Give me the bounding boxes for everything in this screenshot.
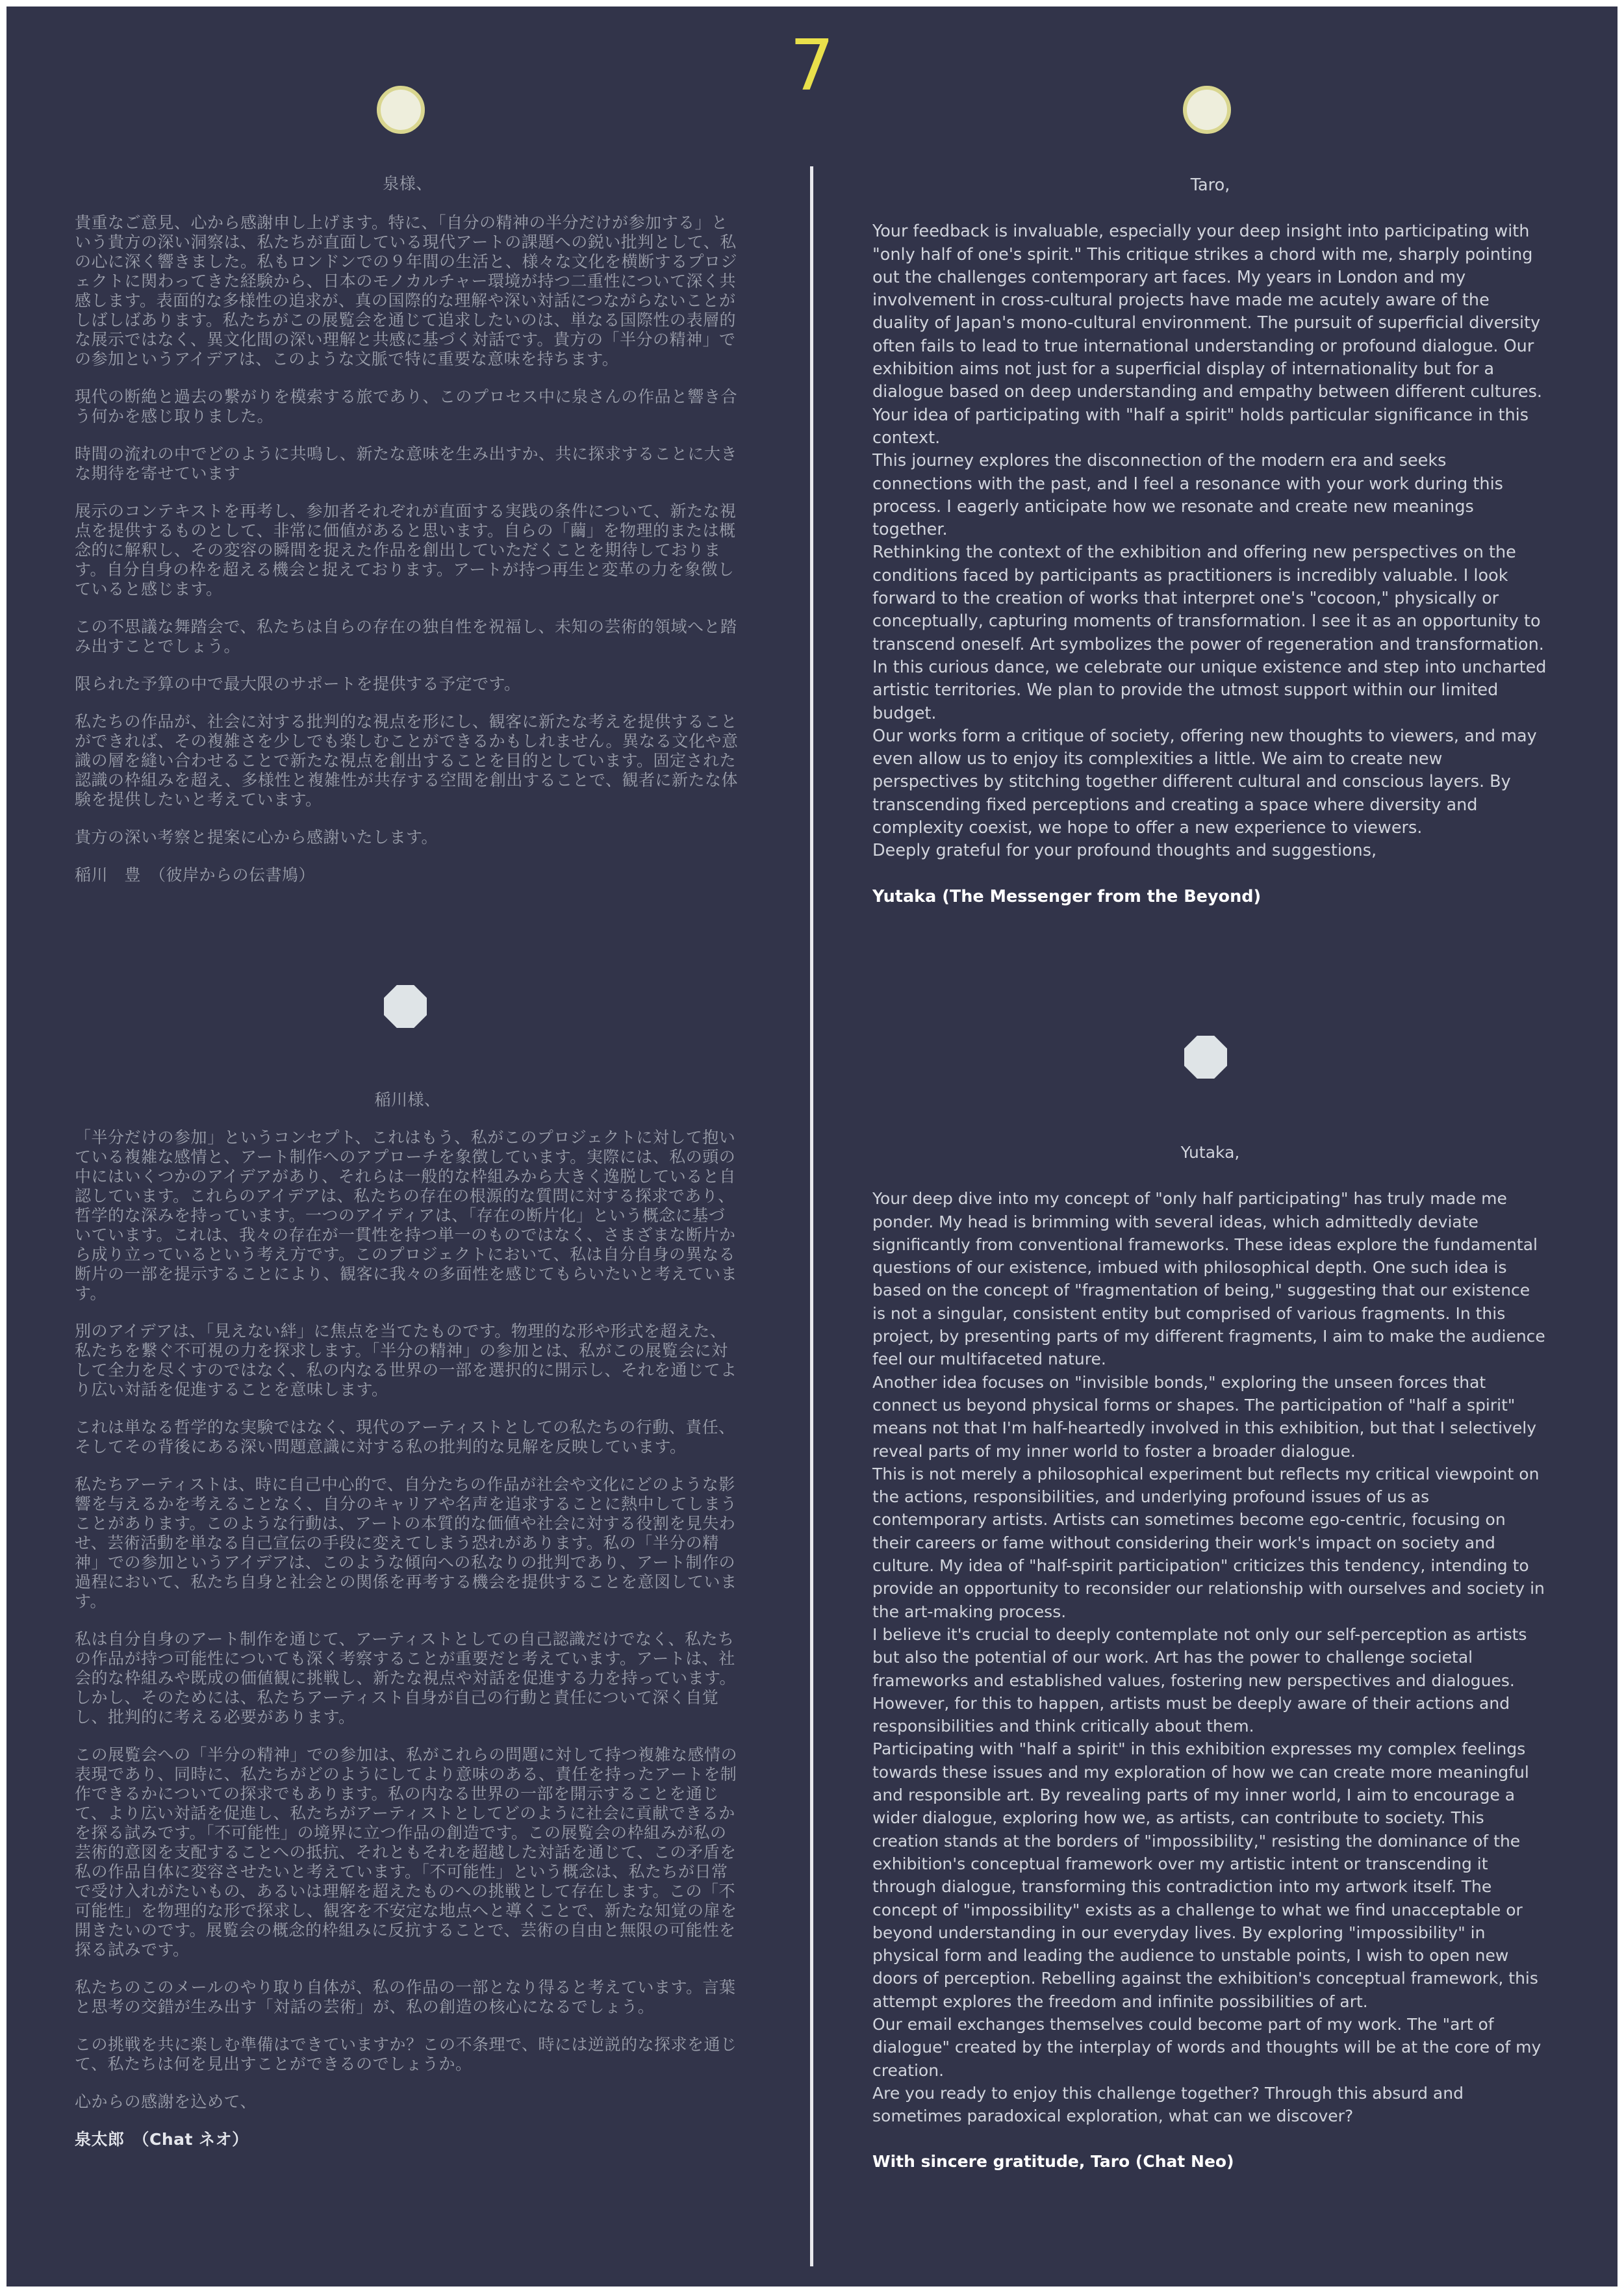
letter2-jp-paragraph: 心からの感謝を込めて、 xyxy=(75,2092,257,2111)
letter2-en-signature: With sincere gratitude, Taro (Chat Neo) xyxy=(872,2152,1234,2171)
letter2-jp-paragraph: この挑戦を共に楽しむ準備はできていますか？この不条理で、時には逆説的な探求を通じて、私たちは何を見出すことができるのでしょうか。 xyxy=(75,2035,737,2073)
letter1-jp-paragraph: 貴重なご意見、心から感謝申し上げます。特に、「自分の精神の半分だけが参加する」という貴方の深い洞察は、私たちが直面している現代アートの課題への鋭い批判として、私の心に深く響きました。私もロンドンでの９年間の生活と、様々な文化を横断するプロジェクトに関わってきた経験から、日本のモノカルチャー環境が持つ二重性について深く共感します。表面的な多様性の追求が、真の国際的な理解や深い対話につながらないことがしばしばあります。私たちがこの展覧会を通じて追求したいのは、単なる国際性の表層的な展示ではなく、異文化間の深い理解と共感に基づく対話です。貴方の「半分の精神」での参加というアイデアは、このような文脈で特に重要な意味を持ちます。 xyxy=(75,213,738,368)
letter2-en-greeting: Yutaka, xyxy=(1180,1143,1240,1162)
letter1-jp-signature: 稲川 豊 （彼岸からの伝書鳩） xyxy=(75,865,316,884)
letter1-en-paragraph: Deeply grateful for your profound thoughts and suggestions, xyxy=(872,841,1377,861)
letter1-en-signature: Yutaka (The Messenger from the Beyond) xyxy=(872,886,1262,906)
letter2-en-paragraph: Participating with "half a spirit" in this exhibition expresses my complex feelings towards these issues and my exploration of how we can create more meaningful and responsible art. By revealing parts of my inner world, I aim to encourage a wider dialogue, exploring how we, as artists, can contribute to society. This creation stands at the borders of "impossibility," resisting the dominance of the exhibition's conceptual framework over my artistic intent or transcending it through dialogue, transforming this contradiction into my artwork itself. The concept of "impossibility" exists as a challenge to what we find unacceptable or beyond understanding in our everyday lives. By exploring "impossibility" in physical form and leading the audience to unstable points, I wish to open new doors of perception. Rebelling against the exhibition's conceptual framework, this attempt explores the freedom and infinite possibilities of art. xyxy=(872,1739,1538,2011)
letter1-jp-paragraph: この不思議な舞踏会で、私たちは自らの存在の独自性を祝福し、未知の芸術的領域へと踏み出すことでしょう。 xyxy=(75,617,737,656)
letter2-en-paragraph: Another idea focuses on "invisible bonds," exploring the unseen forces that connect us beyond physical forms or shapes. The participation of "half a spirit" means not that I'm half-heartedly involved in this exhibition, but that I selectively reveal parts of my inner world to foster a broader dialogue. xyxy=(872,1372,1537,1461)
letter2-en-paragraph: This is not merely a philosophical experiment but reflects my critical viewpoint on the actions, responsibilities, and underlying profound issues of us as contemporary artists. Artists can sometimes become ego-centric, focusing on their careers or fame without considering their work's impact on society and culture. My idea of "half-spirit participation" criticizes this tendency, intending to provide an opportunity to reconsider our relationship with ourselves and society in the art-making process. xyxy=(872,1464,1545,1621)
letter2-jp-paragraph: この展覧会への「半分の精神」での参加は、私がこれらの問題に対して持つ複雑な感情の表現であり、同時に、私たちがどのようにしてより意味のある、責任を持ったアートを制作できるかについての探求でもあります。私の内なる世界の一部を開示することを通じて、より広い対話を促進し、私たちがアーティストとしてどのように社会に貢献できるかを探る試みです。「不可能性」の境界に立つ作品の創造です。この展覧会の枠組みが私の芸術的意図を支配することへの抵抗、それともそれを超越した対話を通じて、この矛盾を私の作品自体に変容させたいと考えています。「不可能性」という概念は、私たちが日常で受け入れがたいもの、あるいは理解を超えたものへの挑戦として存在します。この「不可能性」を物理的な形で探求し、観客を不安定な地点へと導くことで、新たな知覚の扉を開きたいのです。展覧会の概念的枠組みに反抗することで、芸術の自由と無限の可能性を探る試みです。 xyxy=(75,1745,738,1959)
letter2-en-paragraph: Are you ready to enjoy this challenge together? Through this absurd and sometimes paradoxical exploration, what can we discover? xyxy=(872,2083,1464,2126)
letter1-en-paragraph: In this curious dance, we celebrate our unique existence and step into uncharted artistic territories. We plan to provide the utmost support within our limited budget. xyxy=(872,657,1547,723)
letter1-en xyxy=(872,174,1548,908)
letter2-jp-signature: 泉太郎 （Chat ネオ） xyxy=(75,2130,249,2149)
letter1-jp-paragraph: 展示のコンテキストを再考し、参加者それぞれが直面する実践の条件について、新たな視点を提供するものとして、非常に価値があると思います。自らの「繭」を物理的または概念的に解釈し、その変容の瞬間を捉えた作品を創出していただくことを期待しております。自分自身の枠を超える機会と捉えております。アートが持つ再生と変革の力を象徴していると感じます。 xyxy=(75,502,737,598)
letter1-jp-paragraph: 貴方の深い考察と提案に心から感謝いたします。 xyxy=(75,828,438,847)
octagon-marker-left xyxy=(384,985,427,1028)
letter2-jp-paragraph: 私たちアーティストは、時に自己中心的で、自分たちの作品が社会や文化にどのような影響を与えるかを考えることなく、自分のキャリアや名声を追求することに熱中してしまうことがあります。このような行動は、アートの本質的な価値や社会に対する役割を見失わせ、芸術活動を単なる自己宣伝の手段に変えてしまう恐れがあります。私の「半分の精神」での参加というアイデアは、このような傾向への私なりの批判であり、アート制作の過程において、私たち自身と社会との関係を再考する機会を提供することを意図しています。 xyxy=(75,1475,737,1611)
octagon-marker-right xyxy=(1184,1036,1227,1079)
letter2-jp-paragraph: 私は自分自身のアート制作を通じて、アーティストとしての自己認識だけでなく、私たちの作品が持つ可能性についても深く考察することが重要だと考えています。アートは、社会的な枠組みや既成の価値観に挑戦し、新たな視点や対話を促進する力を持っています。しかし、そのためには、私たちアーティスト自身が自己の行動と責任について深く自覚し、批判的に考える必要があります。 xyxy=(75,1630,737,1726)
circle-marker-right xyxy=(1183,86,1231,134)
letter2-en-paragraph: Your deep dive into my concept of "only half participating" has truly made me ponder. My head is brimming with several ideas, which admittedly deviate significantly from conventional frameworks. These ideas explore the fundamental questions of our existence, imbued with philosophical depth. One such idea is based on the concept of "fragmentation of being," suggesting that our existence is not a singular, consistent entity but comprised of various fragments. In this project, by presenting parts of my different fragments, I aim to make the audience feel our multifaceted nature. xyxy=(872,1189,1545,1369)
letter1-en-paragraph: Your feedback is invaluable, especially your deep insight into participating with "only half of one's spirit." This critique strikes a chord with me, sharply pointing out the challenges contemporary art faces. My years in London and my involvement in cross-cultural projects have made me acutely aware of the duality of Japan's mono-cultural environment. The pursuit of superficial diversity often fails to lead to true international understanding or profound dialogue. Our exhibition aims not just for a superficial display of internationality but for a dialogue based on deep understanding and empathy between different cultures. Your idea of participating with "half a spirit" holds particular significance in this context. xyxy=(872,222,1542,448)
letter1-en-greeting: Taro, xyxy=(1190,175,1230,195)
column-divider xyxy=(810,166,813,2266)
letter1-jp-paragraph: 限られた予算の中で最大限のサポートを提供する予定です。 xyxy=(75,674,521,693)
circle-marker-left xyxy=(377,86,425,134)
document-page xyxy=(6,6,1618,2287)
letter2-en xyxy=(872,1141,1548,2173)
letter1-jp-paragraph: 時間の流れの中でどのように共鳴し、新たな意味を生み出すか、共に探求することに大きな期待を寄せています xyxy=(75,444,738,483)
letter2-jp-greeting: 稲川様、 xyxy=(374,1090,441,1109)
page-number: 7 xyxy=(789,25,835,107)
letter2-jp xyxy=(75,1090,741,2149)
letter2-jp-paragraph: 別のアイデアは、「見えない絆」に焦点を当てたものです。物理的な形や形式を超えた、私たちを繋ぐ不可視の力を探求します。「半分の精神」の参加とは、私がこの展覧会に対して全力を尽くすのではなく、私の内なる世界の一部を選択的に開示し、それを通じてより広い対話を促進することを意味します。 xyxy=(75,1322,737,1399)
letter2-jp-paragraph: 私たちのこのメールのやり取り自体が、私の作品の一部となり得ると考えています。言葉と思考の交錯が生み出す「対話の芸術」が、私の創造の核心になるでしょう。 xyxy=(75,1978,736,2016)
letter2-en-paragraph: I believe it's crucial to deeply contemplate not only our self-perception as artists but also the potential of our work. Art has the power to challenge societal frameworks and established values, fostering new perspectives and dialogues. However, for this to happen, artists must be deeply aware of their actions and responsibilities and think critically about them. xyxy=(872,1624,1527,1736)
letter1-jp-paragraph: 現代の断絶と過去の繋がりを模索する旅であり、このプロセス中に泉さんの作品と響き合う何かを感じ取りました。 xyxy=(75,387,738,426)
letter2-jp-paragraph: これは単なる哲学的な実験ではなく、現代のアーティストとしての私たちの行動、責任、そしてその背後にある深い問題意識に対する私の批判的な見解を反映しています。 xyxy=(75,1418,735,1456)
letter2-en-paragraph: Our email exchanges themselves could become part of my work. The "art of dialogue" created by the interplay of words and thoughts will be at the core of my creation. xyxy=(872,2014,1542,2080)
letter1-en-paragraph: This journey explores the disconnection of the modern era and seeks connections with the past, and I feel a resonance with your work during this process. I eagerly anticipate how we resonate and create new meanings together. xyxy=(872,451,1503,540)
letter2-jp-paragraph: 「半分だけの参加」というコンセプト、これはもう、私がこのプロジェクトに対して抱いている複雑な感情と、アート制作へのアプローチを象徴しています。実際には、私の頭の中にはいくつかのアイデアがあり、それらは一般的な枠組みから大きく逸脱していると自認しています。これらのアイデアは、私たちの存在の根源的な質問に対する探求であり、哲学的な深みを持っています。一つのアイディアは、「存在の断片化」という概念に基づいています。これは、我々の存在が一貫性を持つ単一のものではなく、さまざまな断片から成り立っているという考え方です。このプロジェクトにおいて、私は自分自身の異なる断片の一部を提示することにより、観客に我々の多面性を感じてもらいたいと考えています。 xyxy=(75,1128,738,1303)
letter1-en-paragraph: Rethinking the context of the exhibition and offering new perspectives on the conditions faced by participants as practitioners is incredibly valuable. I look forward to the creation of works that interpret one's "cocoon," physically or conceptually, capturing moments of transformation. I see it as an opportunity to transcend oneself. Art symbolizes the power of regeneration and transformation. xyxy=(872,543,1544,654)
letter1-jp-greeting: 泉様、 xyxy=(383,174,433,193)
letter1-jp-paragraph: 私たちの作品が、社会に対する批判的な視点を形にし、観客に新たな考えを提供することができれば、その複雑さを少しでも楽しむことができるかもしれません。異なる文化や意識の層を縫い合わせることで新たな視点を創出することを目的としています。固定された認識の枠組みを超え、多様性と複雑性が共存する空間を創出することで、観者に新たな体験を提供したいと考えています。 xyxy=(75,712,739,809)
letter1-en-paragraph: Our works form a critique of society, offering new thoughts to viewers, and may even allow us to enjoy its complexities a little. We aim to create new perspectives by stitching together different cultural and conscious layers. By transcending fixed perceptions and creating a space where diversity and complexity coexist, we hope to offer a new experience to viewers. xyxy=(872,726,1537,838)
letter1-jp xyxy=(75,174,741,885)
